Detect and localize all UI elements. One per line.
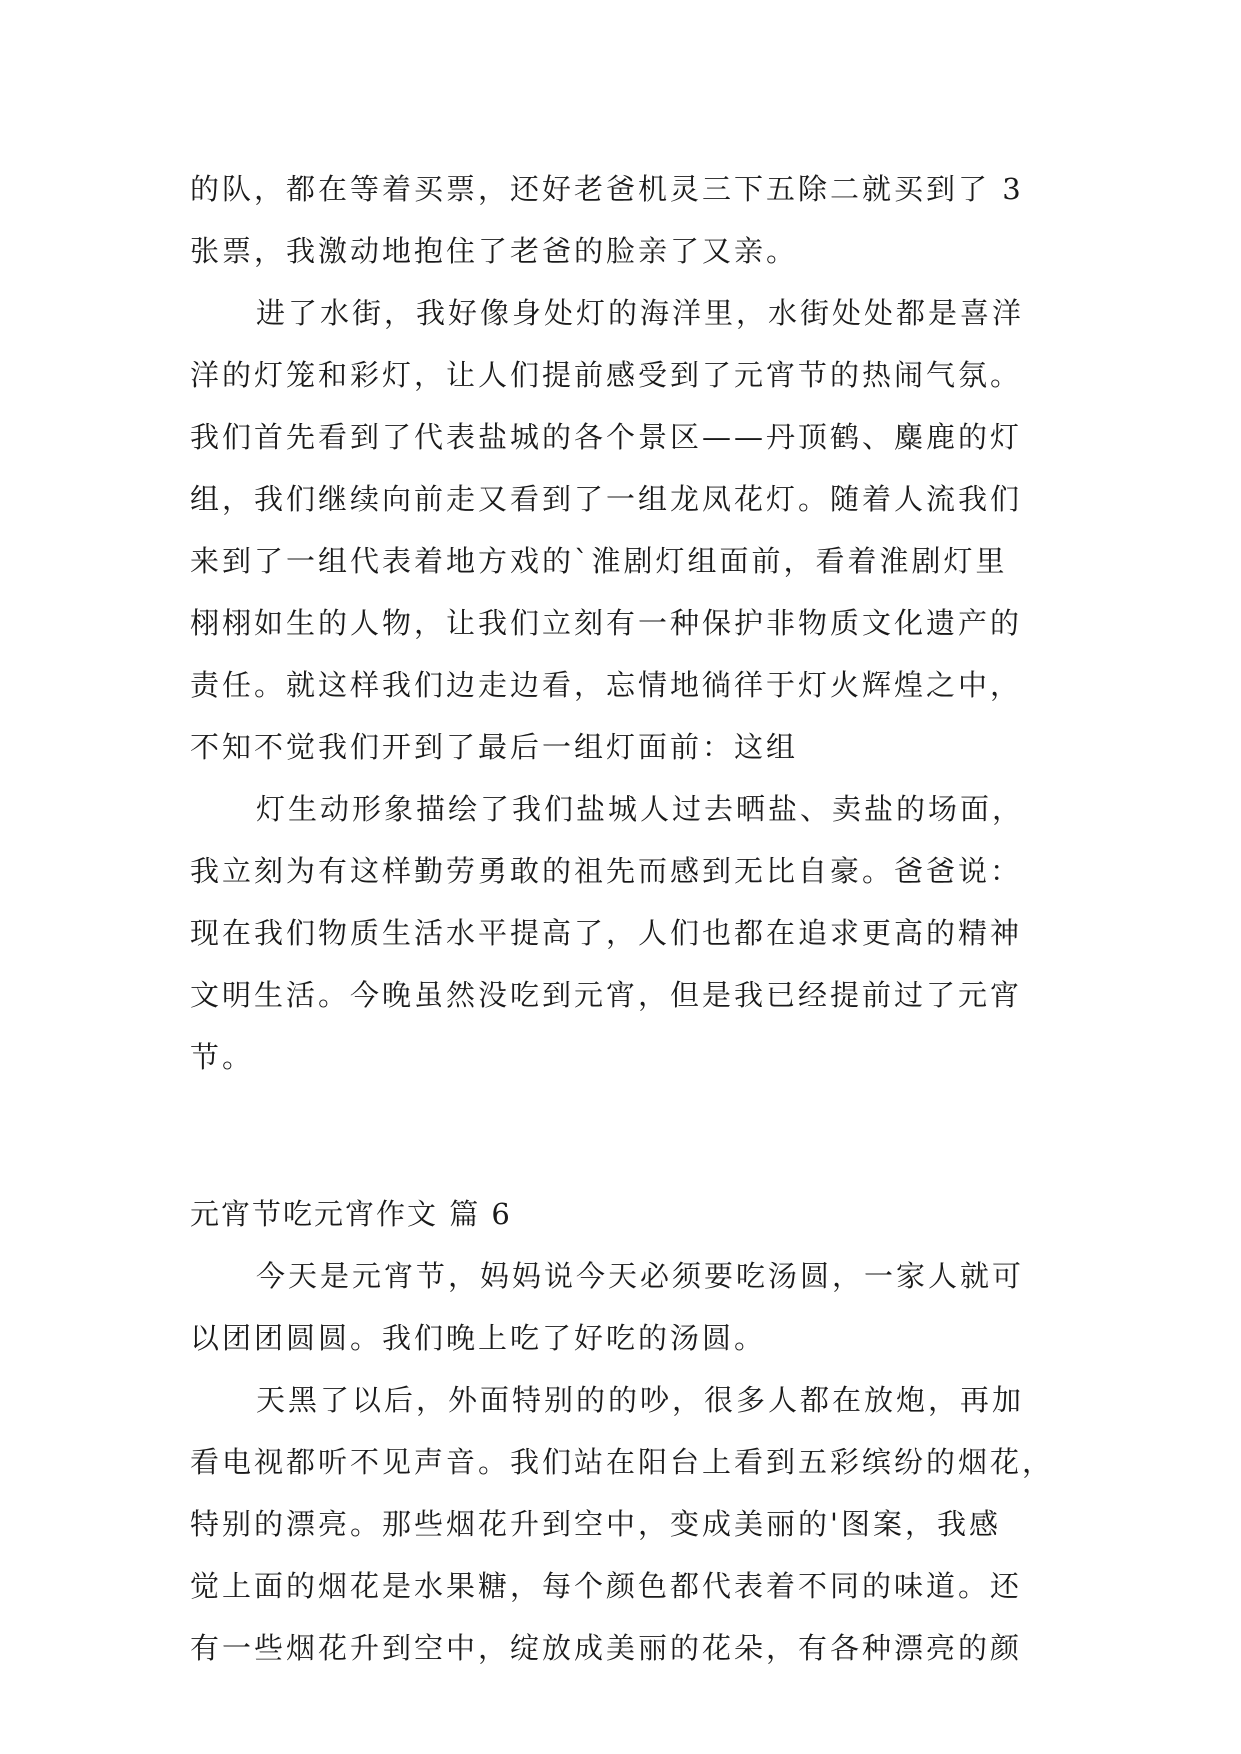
text-line: 节。 <box>190 1040 255 1074</box>
text-line: 觉上面的烟花是水果糖，每个颜色都代表着不同的味道。还 <box>190 1569 1023 1603</box>
paragraph <box>190 778 1060 1088</box>
text-line: 我们首先看到了代表盐城的各个景区——丹顶鹤、麋鹿的灯 <box>190 420 1023 454</box>
text-line: 栩栩如生的人物，让我们立刻有一种保护非物质文化遗产的 <box>190 606 1023 640</box>
text-line: 以团团圆圆。我们晚上吃了好吃的汤圆。 <box>190 1321 767 1355</box>
text-line: 我立刻为有这样勤劳勇敢的祖先而感到无比自豪。爸爸说： <box>190 854 1023 888</box>
paragraph <box>190 282 1060 778</box>
text-line: 今天是元宵节，妈妈说今天必须要吃汤圆，一家人就可 <box>256 1259 1025 1293</box>
text-line: 特别的漂亮。那些烟花升到空中，变成美丽的'图案，我感 <box>190 1507 1001 1541</box>
document-page <box>190 158 1060 1679</box>
text-line: 看电视都听不见声音。我们站在阳台上看到五彩缤纷的烟花， <box>190 1445 1055 1479</box>
text-line: 来到了一组代表着地方戏的`淮剧灯组面前，看着淮剧灯里 <box>190 544 1008 578</box>
text-line: 组，我们继续向前走又看到了一组龙凤花灯。随着人流我们 <box>190 482 1023 516</box>
text-line: 现在我们物质生活水平提高了，人们也都在追求更高的精神 <box>190 916 1023 950</box>
text-line: 灯生动形象描绘了我们盐城人过去晒盐、卖盐的场面， <box>256 792 1025 826</box>
text-line: 责任。就这样我们边走边看，忘情地徜徉于灯火辉煌之中， <box>190 668 1023 702</box>
text-line: 文明生活。今晚虽然没吃到元宵，但是我已经提前过了元宵 <box>190 978 1023 1012</box>
text-line: 张票，我激动地抱住了老爸的脸亲了又亲。 <box>190 234 799 268</box>
text-line: 的队，都在等着买票，还好老爸机灵三下五除二就买到了 3 <box>190 172 1024 206</box>
paragraph <box>190 1369 1060 1679</box>
section-title: 元宵节吃元宵作文 篇 6 <box>190 1197 512 1231</box>
text-line: 有一些烟花升到空中，绽放成美丽的花朵，有各种漂亮的颜 <box>190 1631 1023 1665</box>
section-gap <box>190 1088 1060 1183</box>
text-line: 天黑了以后，外面特别的的吵，很多人都在放炮，再加 <box>256 1383 1025 1417</box>
text-line: 进了水街，我好像身处灯的海洋里，水街处处都是喜洋 <box>256 296 1025 330</box>
paragraph <box>190 158 1060 282</box>
paragraph <box>190 1245 1060 1369</box>
text-line: 不知不觉我们开到了最后一组灯面前：这组 <box>190 730 799 764</box>
text-line: 洋的灯笼和彩灯，让人们提前感受到了元宵节的热闹气氛。 <box>190 358 1023 392</box>
